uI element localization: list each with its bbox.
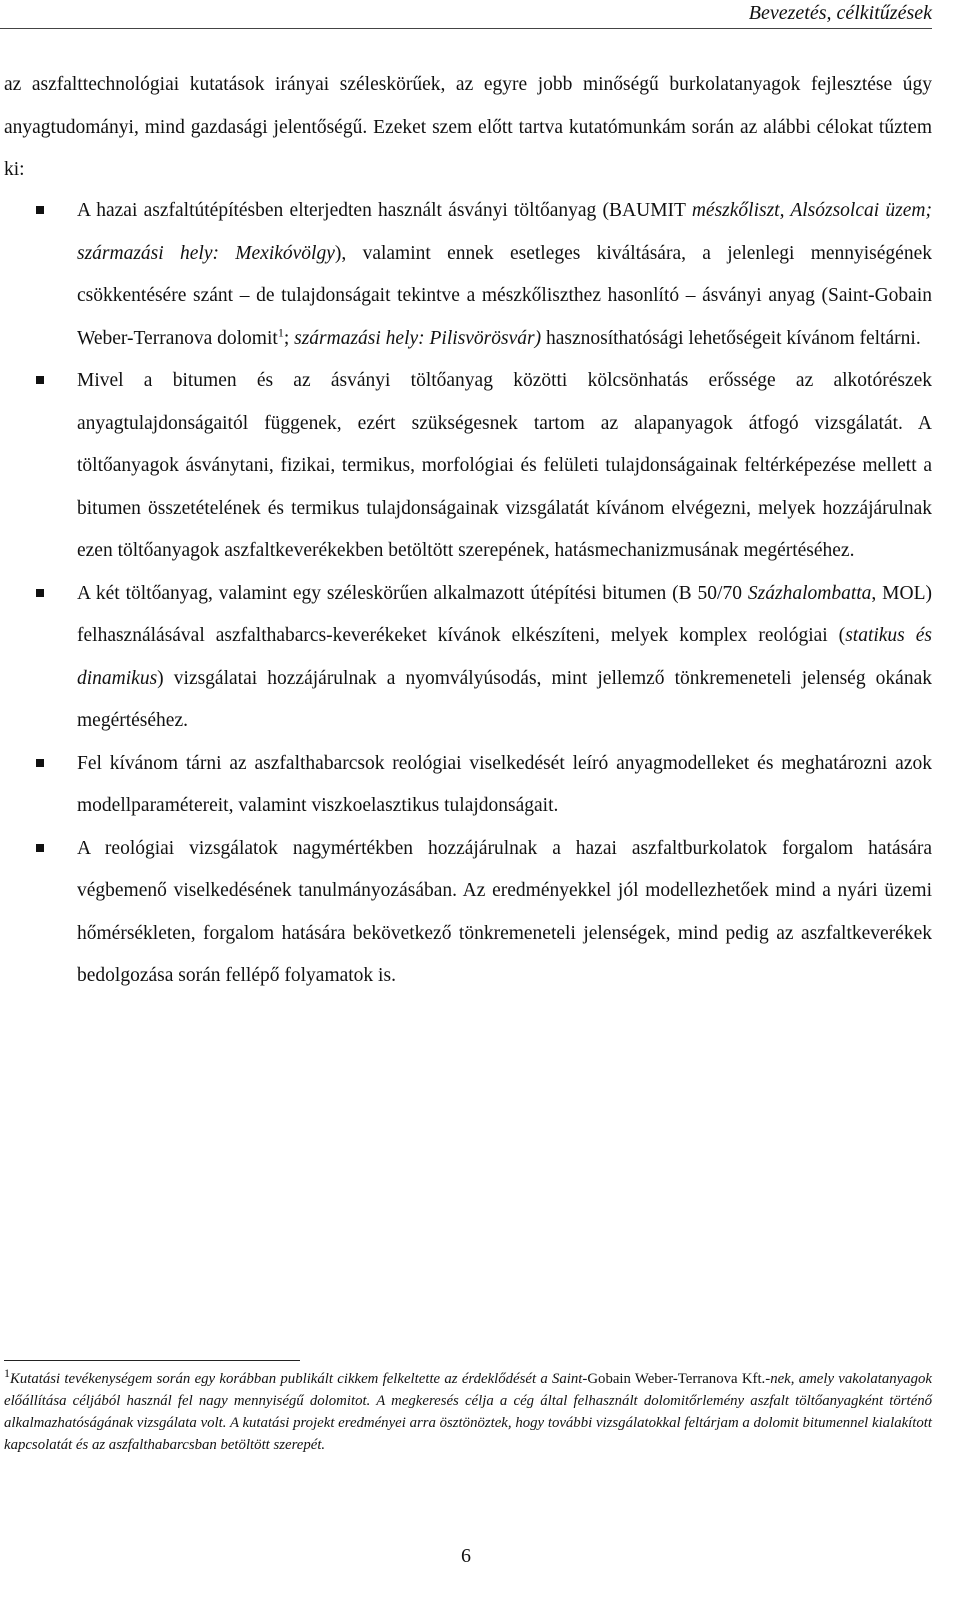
list-item-italic: mészkőliszt, Alsózsolcai üzem; származási hely: Mexikóvölgy [77, 200, 932, 264]
list-item-text: A két töltőanyag, valamint egy széleskörűen alkalmazott útépítési bitumen (B 50/70 [77, 582, 748, 604]
list-item [0, 573, 932, 743]
list-item-text: ) vizsgálatai hozzájárulnak a nyomvályúsodás, mint jellemző tönkremeneteli jelenség okának megértéséhez. [77, 667, 932, 731]
footnote-number: 1 [4, 1366, 10, 1381]
list-item [0, 360, 932, 573]
running-header [0, 0, 932, 29]
objectives-list [0, 190, 932, 998]
footnote-text: Kutatási tevékenységem során egy korábban publikált cikkem felkeltette az érdeklődését a Saint- [10, 1371, 588, 1387]
footnote-ref[interactable]: 1 [277, 325, 284, 339]
list-item [0, 190, 932, 360]
list-item-text: ), valamint ennek esetleges kiváltására, a jelenlegi mennyiségének csökkentésére szánt – de tulajdonságait tekintve a mészkőliszthez hasonlító – ásványi anyag (Saint-Gobain Weber-Terranova dolomit [77, 242, 932, 349]
square-bullet-icon [36, 206, 44, 214]
square-bullet-icon [36, 759, 44, 767]
square-bullet-icon [36, 844, 44, 852]
list-item-text: A reológiai vizsgálatok nagymértékben hozzájárulnak a hazai aszfaltburkolatok forgalom hatására végbemenő viselkedésének tanulmányozásában. Az eredményekkel jól modellezhetőek mind a nyári üzemi hőmérsékleten, forgalom hatására bekövetkező tönkremeneteli jelenségek, mind pedig az aszfaltkeverékek bedolgozása során fellépő folyamatok is. [77, 837, 932, 986]
list-item-italic: statikus és dinamikus [77, 625, 932, 689]
square-bullet-icon [36, 376, 44, 384]
list-item [0, 743, 932, 828]
list-item-italic: származási hely: Pilisvörösvár) [294, 327, 542, 349]
intro-paragraph: az aszfalttechnológiai kutatások irányai széleskörűek, az egyre jobb minőségű burkolatanyagok fejlesztése úgy anyagtudományi, mind gazdasági jelentőségű. Ezeket szem előtt tartva kutatómunkám során az alábbi célokat tűztem ki: [4, 74, 932, 180]
list-item-text: , MOL) felhasználásával aszfalthabarcs-keverékeket kívánok elkészíteni, melyek komplex reológiai ( [77, 582, 933, 646]
list-item-text: Fel kívánom tárni az aszfalthabarcsok reológiai viselkedését leíró anyagmodelleket és meghatározni azok modellparamétereit, valamint viszkoelasztikus tulajdonságait. [77, 752, 932, 816]
list-item [0, 828, 932, 998]
list-item-text: ; [283, 327, 295, 349]
list-item-text: Mivel a bitumen és az ásványi töltőanyag közötti kölcsönhatás erőssége az alkotórészek anyagtulajdonságaitól függenek, ezért szükségesnek tartom az alapanyagok átfogó vizsgálatát. A töltőanyagok ásványtani, fizikai, termikus, morfológiai és felületi tulajdonságainak feltérképezése mellett a bitumen összetételének és termikus tulajdonságainak vizsgálatát kívánom elvégezni, melyek hozzájárulnak ezen töltőanyagok aszfaltkeverékekben betöltött szerepének, hatásmechanizmusának megértéséhez. [77, 370, 932, 561]
footnote-text: -nek, amely vakolatanyagok előállítása céljából használ fel nagy mennyiségű dolomitot. A megkeresés célja a cég által felhasznált dolomitőrlemény aszfalt töltőanyagként történő alkalmazhatóságának vizsgálata volt. A kutatási projekt eredményei arra ösztönöztek, hogy további vizsgálatokkal feltárjam a dolomit bitumennel kialakított kapcsolatát és az aszfalthabarcsban betöltött szerepét. [4, 1371, 932, 1453]
list-item-text: A hazai aszfaltútépítésben elterjedten használt ásványi töltőanyag (BAUMIT [77, 200, 692, 221]
footnote [4, 1368, 932, 1456]
square-bullet-icon [36, 589, 44, 597]
list-item-text: hasznosíthatósági lehetőségeit kívánom feltárni. [541, 327, 921, 349]
page-number: 6 [461, 1545, 471, 1567]
footnote-company: Gobain Weber-Terranova Kft. [587, 1371, 766, 1387]
header-title: Bevezetés, célkitűzések [748, 2, 932, 24]
list-item-italic: Százhalombatta [747, 582, 872, 604]
footnote-divider [4, 1360, 300, 1361]
